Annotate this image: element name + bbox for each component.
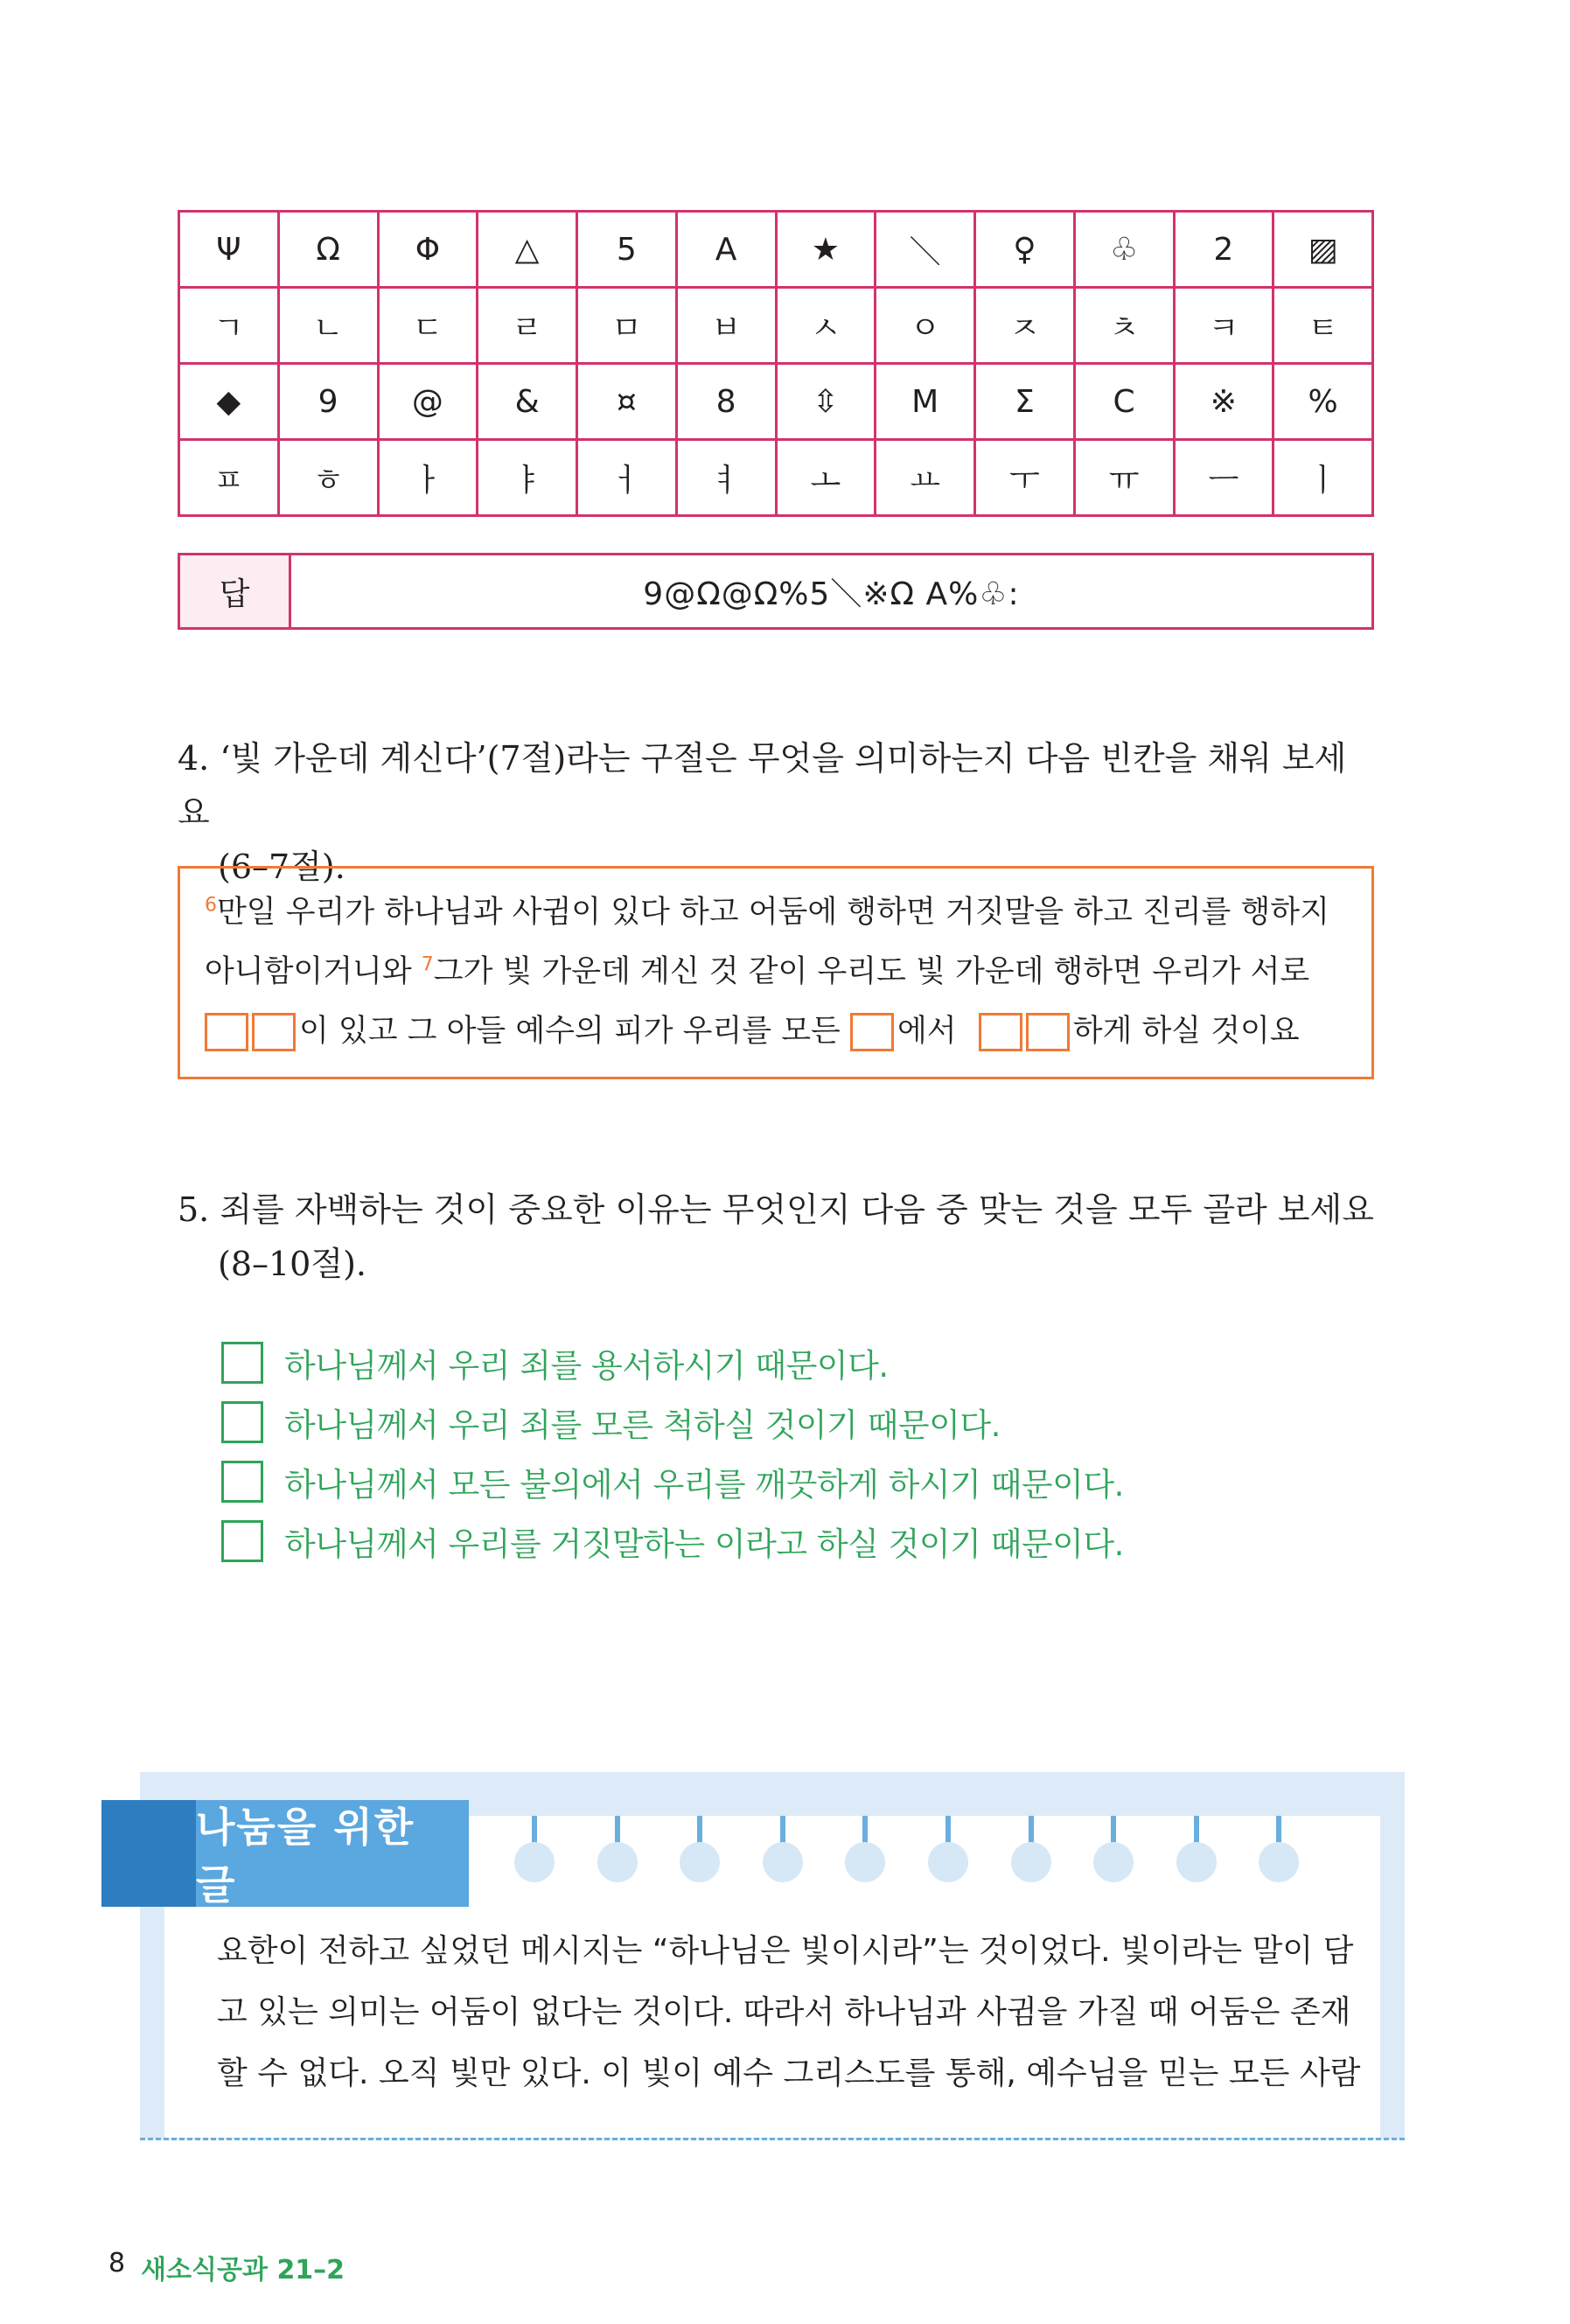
ring-hole (1011, 1842, 1051, 1882)
blank-box[interactable] (252, 1013, 296, 1051)
cipher-cell: ㄹ (478, 288, 577, 364)
question-5-line2: (8–10절). (218, 1245, 366, 1283)
ring-hole (763, 1842, 803, 1882)
ring-hole (597, 1842, 638, 1882)
cipher-cell: ㅑ (478, 440, 577, 516)
page-number: 8 (108, 2248, 126, 2279)
answer-value: 9@Ω@Ω%5＼※Ω A%♧: (643, 576, 1020, 612)
verse-line-1 (205, 883, 1347, 942)
sharing-title: 나눔을 위한 글 (196, 1800, 469, 1907)
cipher-cell: ★ (776, 212, 876, 288)
ring-stem (780, 1816, 785, 1846)
cipher-cell: M (876, 364, 975, 440)
question-4-line1: 4. ‘빛 가운데 계신다’(7절)라는 구절은 무엇을 의미하는지 다음 빈칸을 채워 보세요 (178, 739, 1347, 832)
cipher-cell: 5 (577, 212, 677, 288)
ring-stem (697, 1816, 702, 1846)
option-text: 하나님께서 우리를 거짓말하는 이라고 하실 것이기 때문이다. (284, 1525, 1124, 1563)
title-tab-accent (101, 1800, 196, 1907)
cipher-cell: Φ (378, 212, 478, 288)
cipher-cell: ㅏ (378, 440, 478, 516)
verse-text-3b: 에서 (897, 1014, 966, 1049)
question-5 (178, 1183, 1374, 1291)
checkbox[interactable] (221, 1401, 263, 1443)
answer-box (178, 553, 1374, 630)
ring-stem (1194, 1816, 1199, 1846)
cipher-cell: ㅓ (577, 440, 677, 516)
verse-number-6: 6 (205, 894, 217, 917)
ring-hole (1093, 1842, 1134, 1882)
blank-box[interactable] (850, 1013, 894, 1051)
checkbox[interactable] (221, 1461, 263, 1503)
question-4-line2: (6–7절). (218, 848, 345, 886)
option-text: 하나님께서 우리 죄를 용서하시기 때문이다. (284, 1347, 889, 1385)
cipher-cell: ¤ (577, 364, 677, 440)
verse-text-2a: 아니함이거니와 (205, 954, 422, 989)
cipher-cell: ㅕ (676, 440, 776, 516)
ring-stem (1111, 1816, 1116, 1846)
ring-hole (514, 1842, 555, 1882)
cipher-cell: ㅡ (1174, 440, 1273, 516)
ring-hole (1176, 1842, 1217, 1882)
cipher-table (178, 210, 1374, 517)
option-text: 하나님께서 우리 죄를 모른 척하실 것이기 때문이다. (284, 1406, 1001, 1444)
verse-text-1: 만일 우리가 하나님과 사귐이 있다 하고 어둠에 행하면 거짓말을 하고 진리를 행하지 (217, 895, 1329, 930)
verse-line-3 (205, 1001, 1347, 1061)
verse-box (178, 866, 1374, 1079)
cipher-cell: ㅗ (776, 440, 876, 516)
blank-box[interactable] (979, 1013, 1022, 1051)
ring-stem (1029, 1816, 1034, 1846)
option-text: 하나님께서 모든 불의에서 우리를 깨끗하게 하시기 때문이다. (284, 1466, 1124, 1504)
ring-stem (615, 1816, 620, 1846)
cipher-cell: ㅣ (1273, 440, 1373, 516)
cipher-cell: ㅁ (577, 288, 677, 364)
verse-text-2b: 그가 빛 가운데 계신 것 같이 우리도 빛 가운데 행하면 우리가 서로 (433, 954, 1310, 989)
sharing-line: 요한이 전하고 싶었던 메시지는 “하나님은 빛이시라”는 것이었다. 빛이라는 말이 담 (217, 1933, 1354, 1969)
cipher-cell: C (1074, 364, 1174, 440)
cipher-cell: ㅈ (975, 288, 1075, 364)
verse-number-7: 7 (421, 953, 434, 976)
ring-hole (680, 1842, 720, 1882)
cipher-cell: ◆ (179, 364, 279, 440)
answer-label: 답 (180, 555, 291, 627)
cipher-cell: ㅎ (278, 440, 378, 516)
sharing-text (217, 1921, 1361, 2104)
cipher-cell: & (478, 364, 577, 440)
cipher-cell: ⇳ (776, 364, 876, 440)
cipher-cell: 2 (1174, 212, 1273, 288)
cipher-cell: Ω (278, 212, 378, 288)
cipher-cell: ㅋ (1174, 288, 1273, 364)
cipher-cell: % (1273, 364, 1373, 440)
cipher-row (179, 212, 1373, 288)
cipher-cell: ㄷ (378, 288, 478, 364)
cipher-cell: ㅠ (1074, 440, 1174, 516)
verse-line-2 (205, 942, 1347, 1001)
cipher-cell: ▨ (1273, 212, 1373, 288)
cipher-cell: ※ (1174, 364, 1273, 440)
cipher-cell: @ (378, 364, 478, 440)
cipher-cell: ㅅ (776, 288, 876, 364)
cipher-cell: ㅇ (876, 288, 975, 364)
question-5-line1: 5. 죄를 자백하는 것이 중요한 이유는 무엇인지 다음 중 맞는 것을 모두 골라 보세요 (178, 1190, 1374, 1229)
cipher-cell: △ (478, 212, 577, 288)
ring-stem (945, 1816, 951, 1846)
checkbox[interactable] (221, 1342, 263, 1384)
cipher-cell: ㅜ (975, 440, 1075, 516)
verse-text-3a: 이 있고 그 아들 예수의 피가 우리를 모든 (299, 1014, 850, 1049)
cipher-cell: 9 (278, 364, 378, 440)
option-item[interactable] (221, 1511, 1124, 1571)
cipher-row (179, 440, 1373, 516)
ring-stem (532, 1816, 537, 1846)
panel-dashed-line (140, 2138, 1405, 2140)
book-title: 새소식공과 21–2 (141, 2255, 345, 2286)
cipher-row (179, 364, 1373, 440)
cipher-cell: ㅛ (876, 440, 975, 516)
verse-text-3c: 하게 하실 것이요 (1072, 1014, 1300, 1049)
cipher-cell: ㅍ (179, 440, 279, 516)
cipher-cell: ㄴ (278, 288, 378, 364)
options-list (221, 1333, 1124, 1571)
blank-box[interactable] (1026, 1013, 1070, 1051)
option-item[interactable] (221, 1452, 1124, 1511)
cipher-cell: ♧ (1074, 212, 1174, 288)
sharing-line: 고 있는 의미는 어둠이 없다는 것이다. 따라서 하나님과 사귐을 가질 때 어둠은 존재 (217, 1994, 1351, 2030)
cipher-cell: Ψ (179, 212, 279, 288)
cipher-row (179, 288, 1373, 364)
option-item[interactable] (221, 1333, 1124, 1392)
cipher-cell: ㄱ (179, 288, 279, 364)
cipher-cell: 8 (676, 364, 776, 440)
checkbox[interactable] (221, 1520, 263, 1562)
sharing-line: 할 수 없다. 오직 빛만 있다. 이 빛이 예수 그리스도를 통해, 예수님을 믿는 모든 사람 (217, 2055, 1361, 2091)
option-item[interactable] (221, 1392, 1124, 1452)
blank-box[interactable] (205, 1013, 248, 1051)
cipher-cell: A (676, 212, 776, 288)
cipher-cell: ㅂ (676, 288, 776, 364)
ring-stem (862, 1816, 868, 1846)
cipher-cell: ＼ (876, 212, 975, 288)
cipher-cell: Σ (975, 364, 1075, 440)
page-footer (108, 2248, 345, 2286)
ring-stem (1276, 1816, 1281, 1846)
ring-hole (928, 1842, 968, 1882)
cipher-cell: ㅌ (1273, 288, 1373, 364)
cipher-cell: ♀ (975, 212, 1075, 288)
cipher-cell: ㅊ (1074, 288, 1174, 364)
